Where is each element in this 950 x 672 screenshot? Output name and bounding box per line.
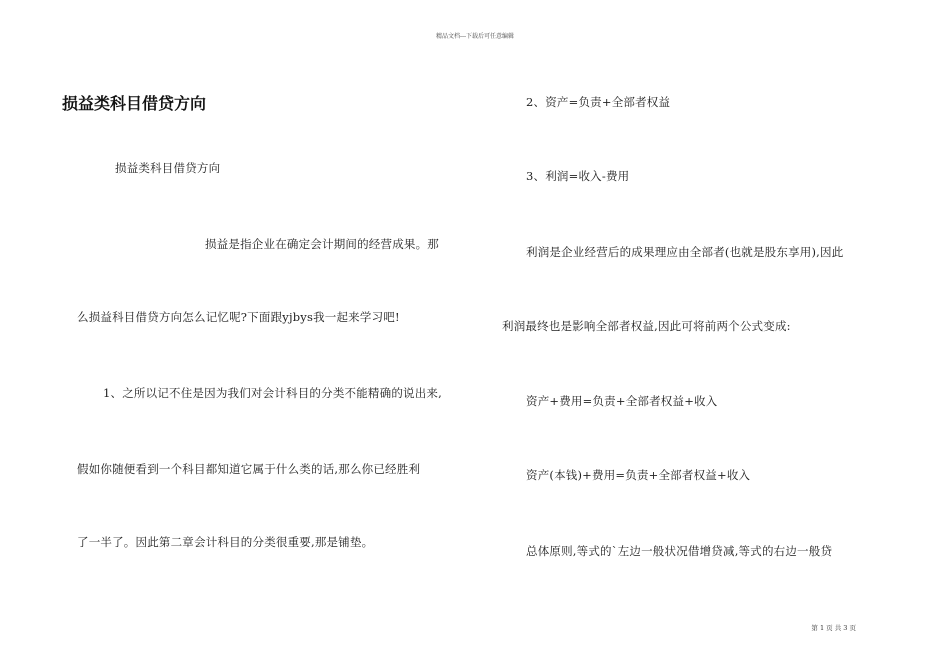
right-line-point2: 2、资产=负责+全部者权益 xyxy=(526,95,671,109)
right-line-point3: 3、利润=收入-费用 xyxy=(526,169,630,183)
right-line-formula-1: 资产+费用=负责+全部者权益+收入 xyxy=(526,394,718,408)
left-line-subtitle: 损益类科目借贷方向 xyxy=(115,161,221,175)
right-line-profit-b: 利润最终也是影响全部者权益,因此可将前两个公式变成: xyxy=(502,319,791,333)
header-note: 精品文档---下载后可任意编辑 xyxy=(435,33,515,40)
left-line-intro-1: 损益是指企业在确定会计期间的经营成果。那 xyxy=(205,237,439,251)
page-indicator: 第 1 页 共 3 页 xyxy=(811,624,856,632)
left-line-point1-b: 假如你随便看到一个科目都知道它属于什么类的话,那么你已经胜利 xyxy=(77,462,421,476)
left-line-intro-2: 么损益科目借贷方向怎么记忆呢?下面跟yjbys我一起来学习吧! xyxy=(77,310,400,324)
right-line-profit-a: 利润是企业经营后的成果理应由全部者(也就是股东享用),因此 xyxy=(526,245,844,259)
right-line-principle: 总体原则,等式的`左边一般状况借增贷减,等式的右边一般贷 xyxy=(526,544,833,558)
left-line-point1-c: 了一半了。因此第二章会计科目的分类很重要,那是铺垫。 xyxy=(77,535,374,549)
right-line-formula-2: 资产(本钱)+费用=负责+全部者权益+收入 xyxy=(526,468,751,482)
page-title: 损益类科目借贷方向 xyxy=(62,94,207,113)
left-line-point1-a: 1、之所以记不住是因为我们对会计科目的分类不能精确的说出来, xyxy=(103,386,442,400)
